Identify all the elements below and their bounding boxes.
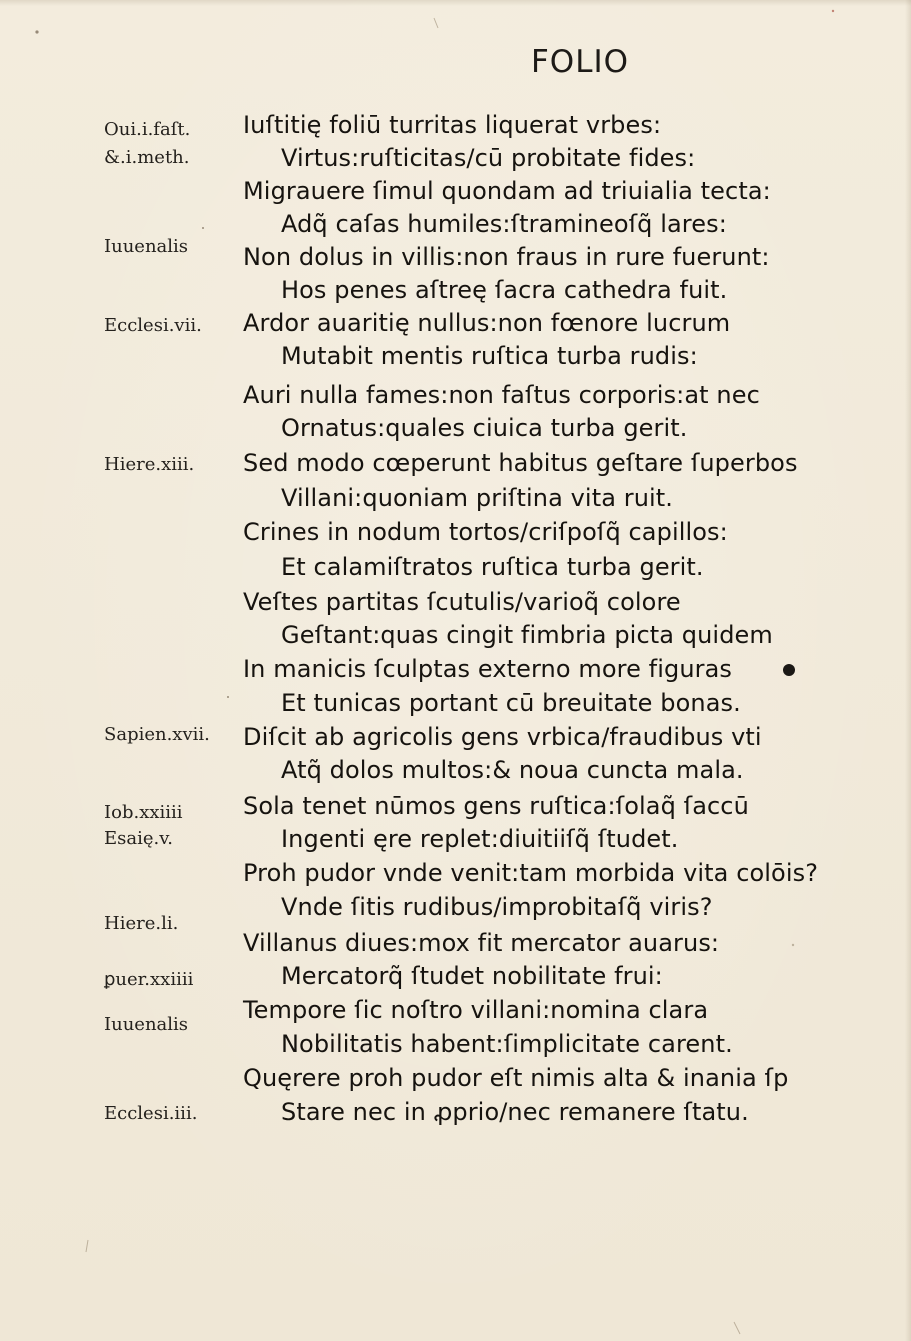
- margin-note: Hiere.xiii.: [104, 454, 195, 475]
- verse-line: Hos penes aſtreę ſacra cathedra fuit.: [281, 276, 728, 304]
- verse-line: Iuſtitię foliū turritas liquerat vrbes:: [243, 111, 662, 139]
- verse-line: In manicis ſculptas externo more figuras: [243, 655, 733, 683]
- margin-note: Hiere.li.: [104, 913, 179, 934]
- verse-line: Adq̃ caſas humiles:ſtramineoſq̃ lares:: [281, 210, 727, 238]
- verse-line: Ornatus:quales ciuica turba gerit.: [281, 414, 688, 442]
- margin-note: Esaię.v.: [104, 828, 173, 849]
- verse-line: Tempore ſic noſtro villani:nomina clara: [243, 996, 709, 1024]
- verse-line: Non dolus in villis:non fraus in rure fuerunt:: [243, 243, 770, 271]
- margin-note: ꝑuer.xxiiii: [104, 969, 194, 990]
- verse-line: Proh pudor vnde venit:tam morbida vita colōis?: [243, 859, 819, 887]
- margin-note: Iuuenalis: [104, 236, 189, 257]
- verse-line: Mutabit mentis ruſtica turba rudis:: [281, 342, 698, 370]
- verse-line: Nobilitatis habent:ſimplicitate carent.: [281, 1030, 733, 1058]
- margin-note: Iuuenalis: [104, 1014, 189, 1035]
- folio-heading: FOLIO: [530, 44, 630, 80]
- verse-line: Vnde ſitis rudibus/improbitaſq̃ viris?: [281, 893, 713, 921]
- verse-line: Sola tenet nūmos gens ruſtica:ſolaq̃ ſaccū: [243, 792, 749, 820]
- verse-line: Et calamiſtratos ruſtica turba gerit.: [281, 553, 704, 581]
- verse-line: Veſtes partitas ſcutulis/varioq̃ colore: [243, 588, 681, 616]
- verse-line: Virtus:ruſticitas/cū probitate fides:: [281, 144, 696, 172]
- verse-line: Auri nulla fames:non faſtus corporis:at nec: [243, 381, 760, 409]
- verse-line: Mercatorq̃ ſtudet nobilitate frui:: [281, 962, 663, 990]
- verse-line: Ingenti ęre replet:diuitiiſq̃ ſtudet.: [281, 825, 679, 853]
- verse-line: Geſtant:quas cingit fimbria picta quidem: [281, 621, 773, 649]
- verse-line: Ardor auaritię nullus:non fœnore lucrum: [243, 309, 731, 337]
- verse-line: Crines in nodum tortos/criſpoſq̃ capillos:: [243, 518, 728, 546]
- margin-note: Oui.i.faſt.: [104, 119, 191, 140]
- margin-note: Ecclesi.iii.: [104, 1103, 198, 1124]
- verse-line: Stare nec in ꝓprio/nec remanere ſtatu.: [281, 1098, 749, 1126]
- margin-note: Iob.xxiiii: [104, 802, 183, 823]
- verse-line: Migrauere ſimul quondam ad triuialia tecta:: [243, 177, 771, 205]
- verse-line: Villanus diues:mox fit mercator auarus:: [243, 929, 720, 957]
- verse-line: Villani:quoniam priſtina vita ruit.: [281, 484, 674, 512]
- verse-line: Atq̃ dolos multos:& noua cuncta mala.: [281, 756, 744, 784]
- verse-line: Diſcit ab agricolis gens vrbica/fraudibus vti: [243, 723, 762, 751]
- margin-note: &.i.meth.: [104, 147, 190, 168]
- margin-note: Ecclesi.vii.: [104, 315, 202, 336]
- verse-line: Sed modo cœperunt habitus geſtare ſuperbos: [243, 449, 798, 477]
- verse-line: Quęrere proh pudor eſt nimis alta & inania ſp: [243, 1064, 789, 1092]
- verse-line: Et tunicas portant cū breuitate bonas.: [281, 689, 741, 717]
- margin-note: Sapien.xvii.: [104, 724, 210, 745]
